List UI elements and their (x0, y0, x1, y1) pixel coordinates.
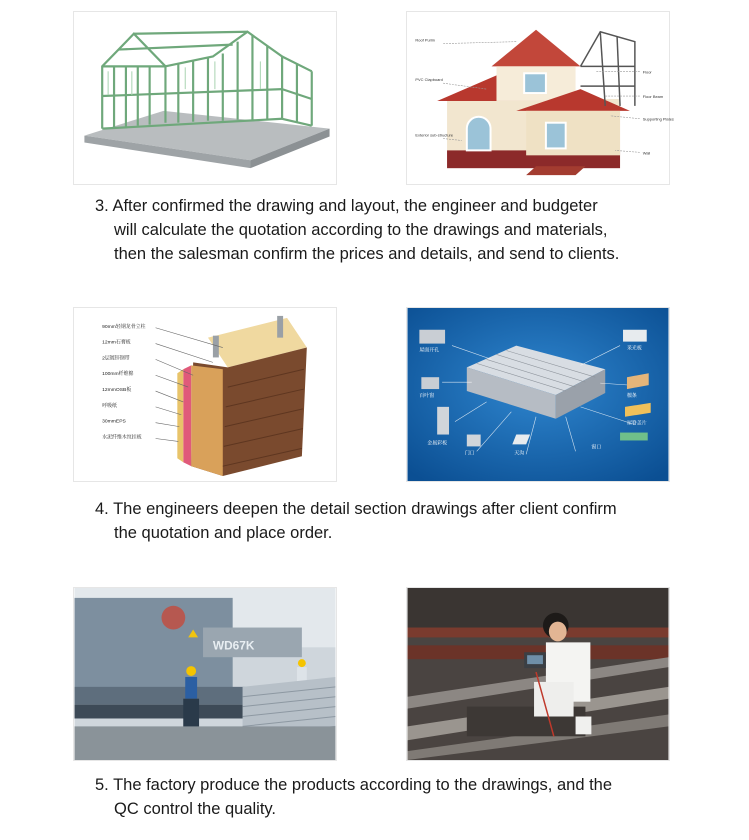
qc-inspection-photo-frame (406, 587, 670, 761)
layer-label-8: 水泥纤维木纹挂板 (102, 435, 142, 441)
layer-label-2: 12mm石膏板 (102, 340, 131, 346)
label-window-opening: 窗口 (591, 445, 602, 451)
label-skylight-panel: 采光板 (626, 346, 642, 352)
bending-machine-photo (73, 587, 337, 761)
step-4-line-1: The engineers deepen the detail section drawings after client confirm (113, 500, 617, 518)
callout-floor-beam: Floor Beam (642, 94, 664, 99)
step-4-line-2: the quotation and place order. (114, 524, 333, 542)
label-roof-opening: 屋面开孔 (419, 348, 440, 354)
layer-label-4: 100mm纤维棉 (102, 372, 134, 378)
press-brake-factory-photo (74, 588, 336, 760)
warehouse-components-illustration (407, 308, 669, 481)
layer-label-6: 呼吸纸 (102, 403, 118, 409)
house-cutaway-illustration (407, 12, 674, 184)
callout-supporting-plates: Supporting Plates (642, 116, 674, 122)
step-5-number: 5. (95, 776, 109, 794)
callout-roof-purlin: Roof Purlin (415, 37, 435, 43)
warehouse-components-image (406, 307, 670, 482)
label-door-opening: 门口 (464, 451, 475, 457)
machine-model-text: WD67K (212, 638, 255, 653)
label-louver-window: 百叶窗 (419, 393, 435, 399)
step-5-line-2: QC control the quality. (114, 800, 277, 818)
step-3-text (95, 194, 619, 266)
step-4-text (95, 497, 617, 545)
layer-label-1: 90mm轻钢龙骨立柱 (102, 324, 146, 330)
house-cutaway-image (406, 11, 674, 185)
wall-section-image (73, 307, 337, 482)
label-purlin: 檩条 (626, 393, 637, 399)
step-3-number: 3. (95, 197, 109, 215)
callout-pvc-clapboard: PVC Clapboard (415, 77, 443, 83)
layer-label-7: 30mmEPS (102, 419, 126, 425)
qc-inspection-photo (407, 588, 669, 760)
callout-wall: Wall (642, 150, 651, 156)
label-ridge-cap: 屋脊盖片 (626, 421, 647, 427)
layer-label-5: 12mmOSB板 (102, 388, 132, 394)
step-3-line-2: will calculate the quotation according to the drawings and materials, (114, 221, 608, 239)
callout-floor: Floor (642, 69, 652, 75)
callout-exterior-substructure: Exterior sub-structure (415, 132, 454, 138)
step-3-line-3: then the salesman confirm the prices and details, and send to clients. (114, 245, 620, 263)
step-4-number: 4. (95, 500, 109, 518)
layer-label-3: 2层镀锌钢带 (102, 356, 130, 362)
label-gutter: 天沟 (514, 451, 525, 457)
step-3-line-1: After confirmed the drawing and layout, the engineer and budgeter (112, 197, 598, 215)
step-5-line-1: The factory produce the products according to the drawings, and the (113, 776, 613, 794)
steel-frame-house-image (73, 11, 337, 185)
step-5-text (95, 773, 612, 821)
wall-section-illustration (74, 308, 336, 481)
steel-frame-house-illustration (74, 12, 336, 184)
label-metal-color-sheet: 金属彩板 (427, 441, 448, 447)
